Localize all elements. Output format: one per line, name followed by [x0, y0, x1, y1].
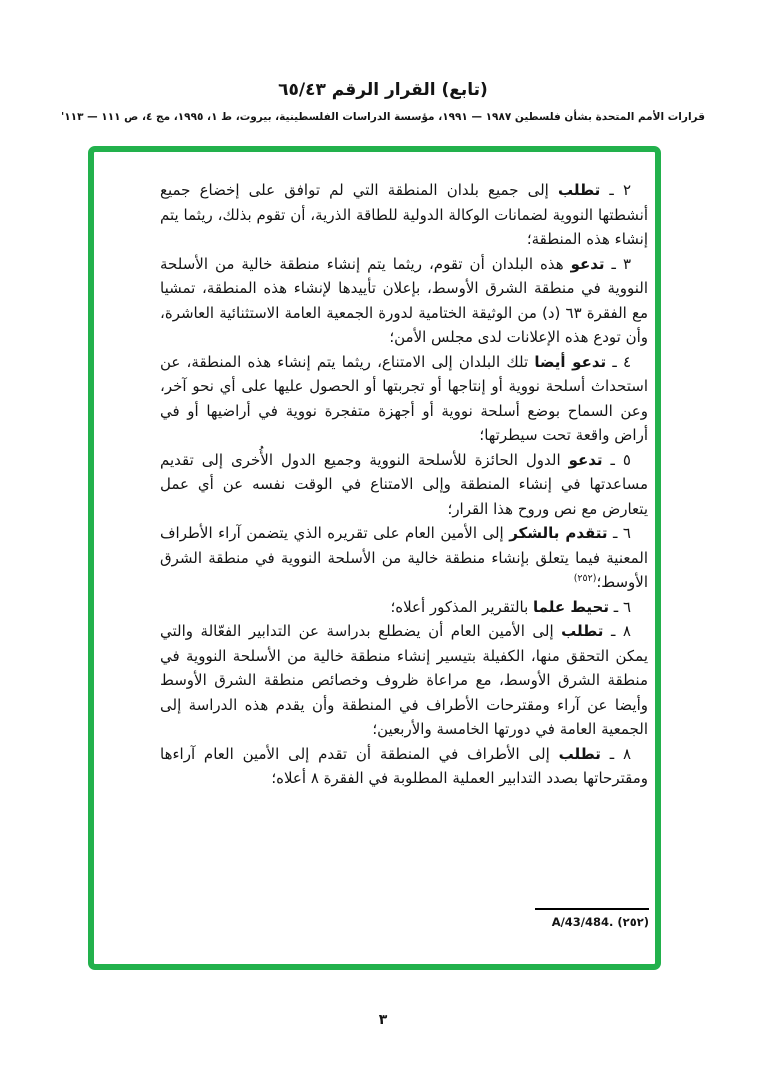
- resolution-paragraph: [160, 619, 648, 742]
- paragraph-body: الدول الحائزة للأسلحة النووية وجميع الدول الأُخرى إلى تقديم مساعدتها في إنشاء المنطقة وإلى الامتناع في الوقت نفسه عن أي عمل يتعارض مع نص وروح هذا القرار؛: [160, 450, 648, 518]
- resolution-paragraph: [160, 742, 648, 791]
- paragraph-dash: ـ: [613, 524, 618, 542]
- paragraph-lead-verb: تدعو أيضا: [534, 352, 607, 371]
- paragraph-dash: ـ: [610, 622, 616, 640]
- green-frame-border: [88, 146, 661, 970]
- paragraph-body: هذه البلدان أن تقوم، ريثما يتم إنشاء منطقة خالية من الأسلحة النووية في منطقة الشرق الأوسط، بإعلان تأييدها لإنشاء هذه المنطقة، تمشيا مع الفقرة ٦٣ (د) من الوثيقة الختامية لدورة الجمعية العامة الاستثنائية العاشرة، وأن تودع هذه الإعلانات لدى مجلس الأمن؛: [160, 254, 648, 346]
- paragraph-body: بالتقرير المذكور أعلاه؛: [390, 597, 529, 616]
- paragraph-dash: ـ: [613, 597, 619, 616]
- resolution-paragraph: [160, 448, 648, 522]
- resolution-paragraph: [160, 350, 648, 448]
- paragraph-lead-verb: تتقدم بالشكر: [509, 524, 608, 542]
- paragraph-body: إلى الأطراف في المنطقة أن تقدم إلى الأمين العام آراءها ومقترحاتها بصدد التدابير العملية المطلوبة في الفقرة ٨ أعلاه؛: [160, 744, 648, 787]
- paragraph-lead-verb: تطلب: [558, 181, 601, 199]
- resolution-paragraph: [160, 178, 648, 252]
- paragraph-lead-verb: تدعو: [570, 254, 605, 273]
- resolution-paragraph: [160, 252, 648, 350]
- paragraph-number: ٨: [622, 622, 631, 640]
- paragraph-number: ٦: [622, 524, 631, 542]
- footnote-ref-marker: (٢٥٢): [573, 573, 597, 584]
- paragraph-lead-verb: تحيط علما: [533, 597, 609, 616]
- resolution-text: [160, 178, 648, 791]
- paragraph-dash: ـ: [609, 744, 615, 763]
- paragraph-lead-verb: تطلب: [558, 744, 601, 763]
- paragraph-number: ٤: [622, 352, 631, 371]
- footnote: [535, 908, 649, 929]
- paragraph-lead-verb: تدعو: [568, 450, 603, 469]
- paragraph-lead-verb: تطلب: [561, 622, 604, 640]
- paragraph-body: إلى جميع بلدان المنطقة التي لم توافق على إخضاع جميع أنشطتها النووية لضمانات الوكالة الدولية للطاقة الذرية، أن تقوم بذلك، ريثما يتم إنشاء هذه المنطقة؛: [160, 181, 648, 248]
- paragraph-dash: ـ: [609, 181, 614, 199]
- paragraph-body: إلى الأمين العام على تقريره الذي يتضمن آراء الأطراف المعنية فيما يتعلق بإنشاء منطقة خالية من الأسلحة النووية في منطقة الشرق الأوسط؛: [160, 524, 648, 591]
- resolution-paragraph: [160, 595, 648, 620]
- footnote-marker: (٢٥٢): [617, 915, 649, 929]
- page-number: ٣: [378, 1012, 388, 1028]
- paragraph-body: تلك البلدان إلى الامتناع، ريثما يتم إنشاء هذه المنطقة، عن استحداث أسلحة نووية أو إنتاجها أو تجربتها أو الحصول عليها على أي نحو آخر، وعن السماح بوضع أسلحة نووية أو أجهزة متفجرة نووية في أراضيها أو في أراض واقعة تحت سيطرتها؛: [160, 352, 648, 444]
- paragraph-dash: ـ: [610, 450, 615, 469]
- page-title: (تابع) القرار الرقم ٦٥/٤٣: [278, 80, 488, 100]
- source-citation-line: قرارات الأمم المتحدة بشأن فلسطين ١٩٨٧ — ١٩٩١، مؤسسة الدراسات الفلسطينية، بيروت، ط ١، ١٩٩٥، مج ٤، ص ١١١ — ١١٣': [61, 111, 705, 123]
- paragraph-number: ٣: [622, 254, 631, 273]
- paragraph-number: ٢: [622, 181, 631, 199]
- paragraph-number: ٥: [622, 450, 631, 469]
- paragraph-dash: ـ: [612, 352, 617, 371]
- paragraph-body: إلى الأمين العام أن يضطلع بدراسة عن التدابير الفعّالة والتي يمكن التحقق منها، الكفيلة بتيسير إنشاء منطقة خالية من الأسلحة النووية في منطقة الشرق الأوسط، مع مراعاة ظروف وخصائص منطقة الشرق الأوسط وأيضا عن آراء ومقترحات الأطراف في المنطقة وأن يقدم هذه الدراسة إلى الجمعية العامة في دورتها الخامسة والأربعين؛: [160, 622, 648, 738]
- paragraph-number: ٦: [622, 597, 631, 616]
- footnote-reference: A/43/484.: [551, 915, 614, 929]
- paragraph-dash: ـ: [611, 254, 616, 273]
- paragraph-number: ٨: [622, 744, 631, 763]
- resolution-paragraph: [160, 521, 648, 595]
